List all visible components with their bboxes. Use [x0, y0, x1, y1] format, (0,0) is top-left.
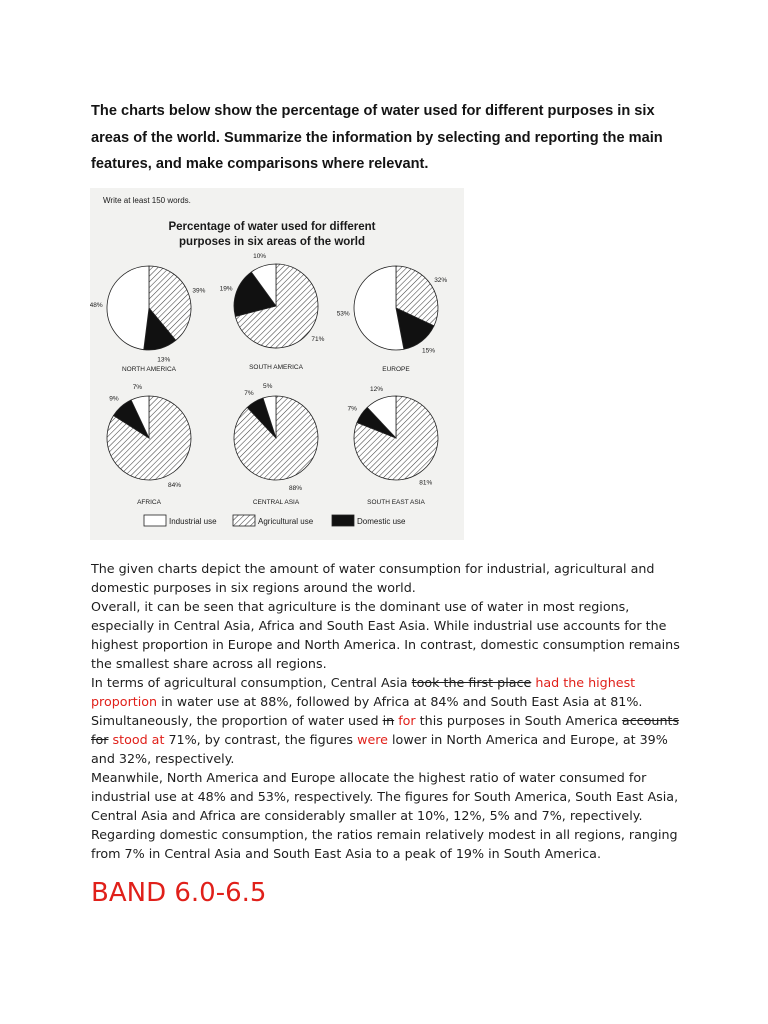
pie-value-label: 84% — [167, 481, 182, 489]
pie-group — [90, 253, 447, 506]
pie-value-label: 7% — [347, 405, 357, 413]
essay-body — [91, 559, 691, 863]
essay-paragraph-industrial-domestic: Meanwhile, North America and Europe allocate the highest ratio of water consumed for industrial use at 48% and 53%, respectively. The figures for South America, South East Asia, Central Asia and Africa are considerably smaller at 10%, 12%, 5% and 7%, repectively. Regarding domestic consumption, the ratios remain relatively modest in all regions, ranging from 7% in Central Asia and South East Asia to a peak of 19% in South America. — [91, 770, 679, 861]
legend-label-agricultural: Agricultural use — [258, 517, 314, 526]
pie-region-label: SOUTH EAST ASIA — [367, 499, 425, 506]
band-score: BAND 6.0-6.5 — [91, 878, 267, 908]
legend-swatch-industrial — [144, 515, 166, 526]
deleted-text: in — [382, 713, 395, 728]
chart-title-line-1: Percentage of water used for different — [168, 221, 376, 233]
pie-value-label: 19% — [219, 285, 233, 293]
essay-text: lower in North America and Europe, at 39% and 32%, respectively. — [91, 732, 668, 766]
pie-region-label: CENTRAL ASIA — [252, 499, 300, 506]
chart-figure — [90, 188, 464, 540]
essay-text: 71%, by contrast, the figures — [164, 732, 358, 747]
pie-value-label: 9% — [109, 395, 119, 403]
essay-paragraph-overview: Overall, it can be seen that agriculture is the dominant use of water in most regions, especially in Central Asia, Africa and South East Asia. While industrial use accounts for the highest proportion in Europe and North America. In contrast, domestic consumption remains the smallest share across all regions. — [91, 599, 680, 671]
legend-swatch-domestic — [332, 515, 354, 526]
pie-charts-svg — [90, 188, 464, 540]
pie-value-label: 7% — [132, 383, 143, 391]
legend-label-domestic: Domestic use — [357, 517, 406, 526]
prompt-line-2: areas of the world. Summarize the information by selecting and reporting the main — [91, 129, 663, 146]
essay-paragraph-agricultural — [91, 673, 691, 768]
pie-value-label: 13% — [157, 356, 171, 364]
pie-region-label: EUROPE — [382, 366, 410, 373]
pie-region-label: AFRICA — [137, 499, 161, 506]
essay-text: in water use at 88%, followed by Africa at 84% and South East Asia at 81%. Simultaneously, the proportion of water used — [91, 694, 643, 728]
task-prompt — [91, 98, 691, 178]
pie-region-label: SOUTH AMERICA — [249, 364, 303, 371]
pie-value-label: 81% — [419, 479, 433, 487]
pie-value-label: 10% — [253, 253, 267, 261]
pie-value-label: 71% — [311, 336, 325, 343]
pie-value-label: 53% — [336, 310, 350, 318]
legend — [144, 515, 406, 526]
pie-value-label: 39% — [192, 287, 206, 295]
chart-title-line-2: purposes in six areas of the world — [179, 236, 365, 248]
prompt-line-3: features, and make comparisons where relevant. — [91, 156, 429, 172]
pie-value-label: 5% — [262, 383, 273, 391]
essay-text: In terms of agricultural consumption, Central Asia — [91, 675, 412, 690]
pie-value-label: 7% — [244, 389, 254, 397]
legend-swatch-agricultural — [233, 515, 255, 526]
pie-value-label: 12% — [369, 386, 384, 394]
essay-paragraph-intro: The given charts depict the amount of water consumption for industrial, agricultural and domestic purposes in six regions around the world. — [91, 561, 655, 595]
instruction-text: Write at least 150 words. — [103, 196, 191, 205]
pie-value-label: 32% — [434, 277, 448, 285]
pie-region-label: NORTH AMERICA — [121, 366, 177, 373]
pie-value-label: 88% — [288, 484, 303, 492]
inserted-text: for — [394, 713, 416, 728]
inserted-text: stood at — [108, 732, 165, 747]
essay-text: this purposes in South America — [415, 713, 622, 728]
pie-slice-europe-industrial-use — [354, 266, 404, 350]
pie-value-label: 15% — [421, 347, 436, 355]
inserted-text: had the highest proportion — [91, 675, 636, 709]
deleted-text: accounts for — [91, 713, 680, 747]
prompt-line-1: The charts below show the percentage of water used for different purposes in six — [91, 103, 655, 119]
deleted-text: took the first place — [411, 675, 532, 690]
inserted-text: were — [357, 732, 388, 747]
pie-slice-north-america-industrial-use — [107, 266, 149, 350]
pie-value-label: 48% — [90, 302, 103, 310]
legend-label-industrial: Industrial use — [169, 517, 217, 526]
